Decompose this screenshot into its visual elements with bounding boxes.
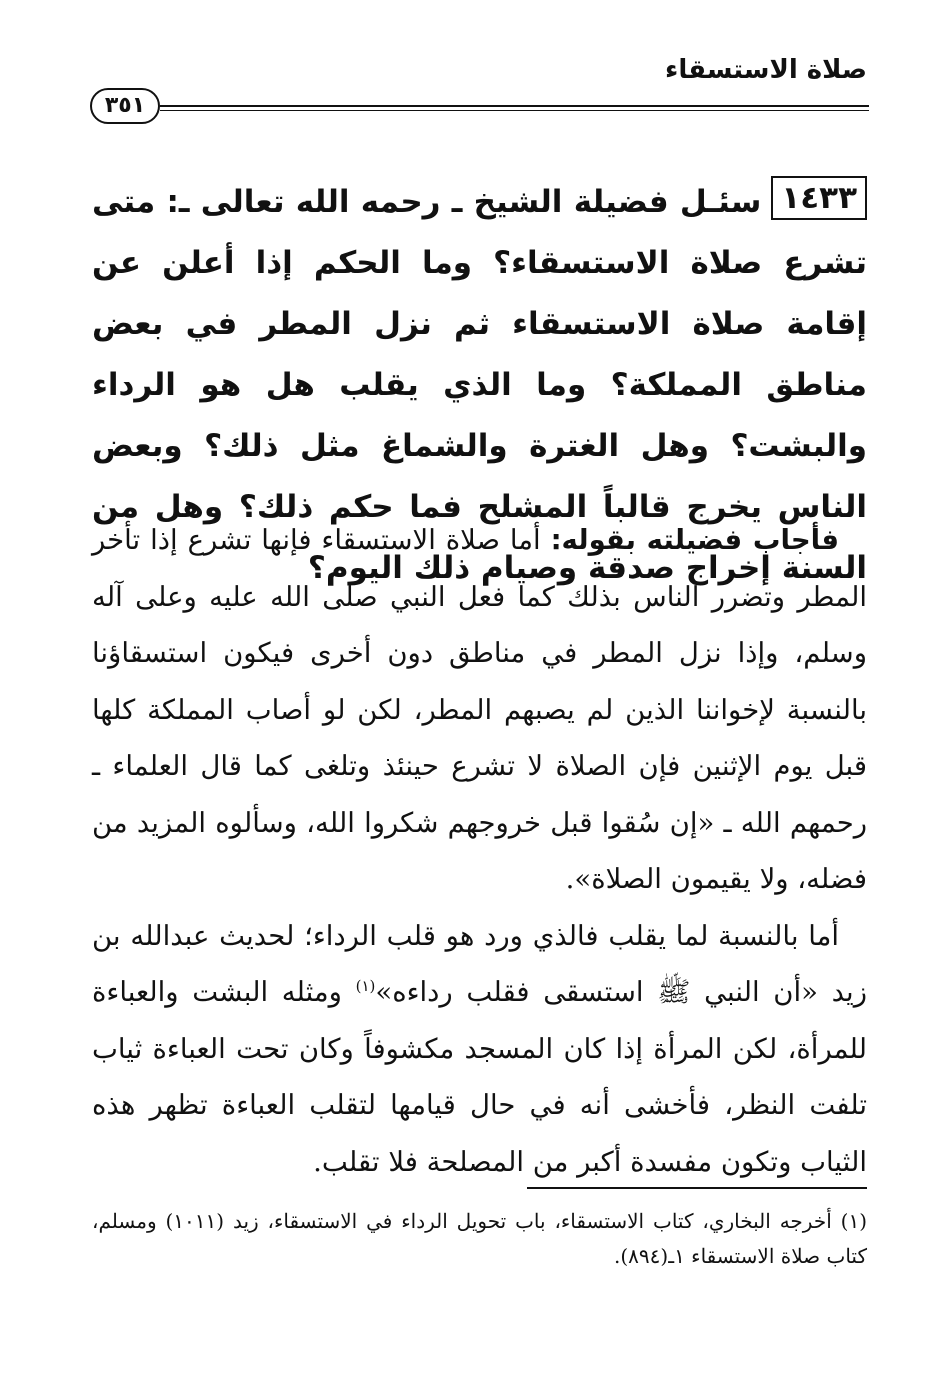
answer-paragraph-2-text-a: أما بالنسبة لما يقلب فالذي ورد هو قلب الرداء؛ لحديث عبدالله بن زيد «أن النبي ﷺ استسقى فقلب رداءه» [92, 919, 867, 1008]
question-text: سئـل فضيلة الشيخ ـ رحمه الله تعالى ـ: متى تشرع صلاة الاستسقاء؟ وما الحكم إذا أعلن عن إقامة صلاة الاستسقاء ثم نزل المطر في بعض مناطق المملكة؟ وما الذي يقلب هل هو الرداء والبشت؟ وهل الغترة والشماغ مثل ذلك؟ وبعض الناس يخرج قالباً المشلح فما حكم ذلك؟ وهل من السنة إخراج صدقة وصيام ذلك اليوم؟ [92, 184, 867, 586]
footnote-separator [527, 1187, 867, 1189]
answer-paragraph-2-text-b: ومثله البشت والعباءة للمرأة، لكن المرأة إذا كان المسجد مكشوفاً وكان تحت العباءة ثياب تلفت النظر، فأخشى أنه في حال قيامها لتقلب العباءة تظهر هذه الثياب وتكون مفسدة أكبر من المصلحة فلا تقلب. [92, 976, 867, 1178]
footnote-reference[interactable]: (١) [355, 976, 376, 995]
fatwa-answer [92, 512, 867, 1190]
answer-paragraph-1-text: أما صلاة الاستسقاء فإنها تشرع إذا تأخر المطر وتضرر الناس بذلك كما فعل النبي صلى الله عليه وعلى آله وسلم، وإذا نزل المطر في مناطق دون أخرى فيكون استسقاؤنا بالنسبة لإخواننا الذين لم يصبهم المطر، لكن لو أصاب المملكة كلها قبل يوم الإثنين فإن الصلاة لا تشرع حينئذ وتلغى كما قال العلماء ـ رحمهم الله ـ «إن سُقوا قبل خروجهم شكروا الله، وسألوه المزيد من فضله، ولا يقيمون الصلاة». [92, 524, 867, 895]
page-number: ٣٥١ [90, 88, 160, 124]
header-rule [90, 88, 869, 128]
footnote: (١) أخرجه البخاري، كتاب الاستسقاء، باب تحويل الرداء في الاستسقاء، زيد (١٠١١) ومسلم، كتاب صلاة الاستسقاء ١ـ(٨٩٤). [92, 1209, 867, 1268]
answer-paragraph-1 [92, 512, 867, 908]
answer-paragraph-2 [92, 908, 867, 1191]
header-rule-line [160, 105, 869, 107]
running-title: صلاة الاستسقاء [665, 55, 867, 85]
answer-lead: فأجاب فضيلته بقوله: [550, 524, 840, 556]
question-number: ١٤٣٣ [771, 176, 867, 220]
header-rule-line-thin [160, 110, 869, 111]
